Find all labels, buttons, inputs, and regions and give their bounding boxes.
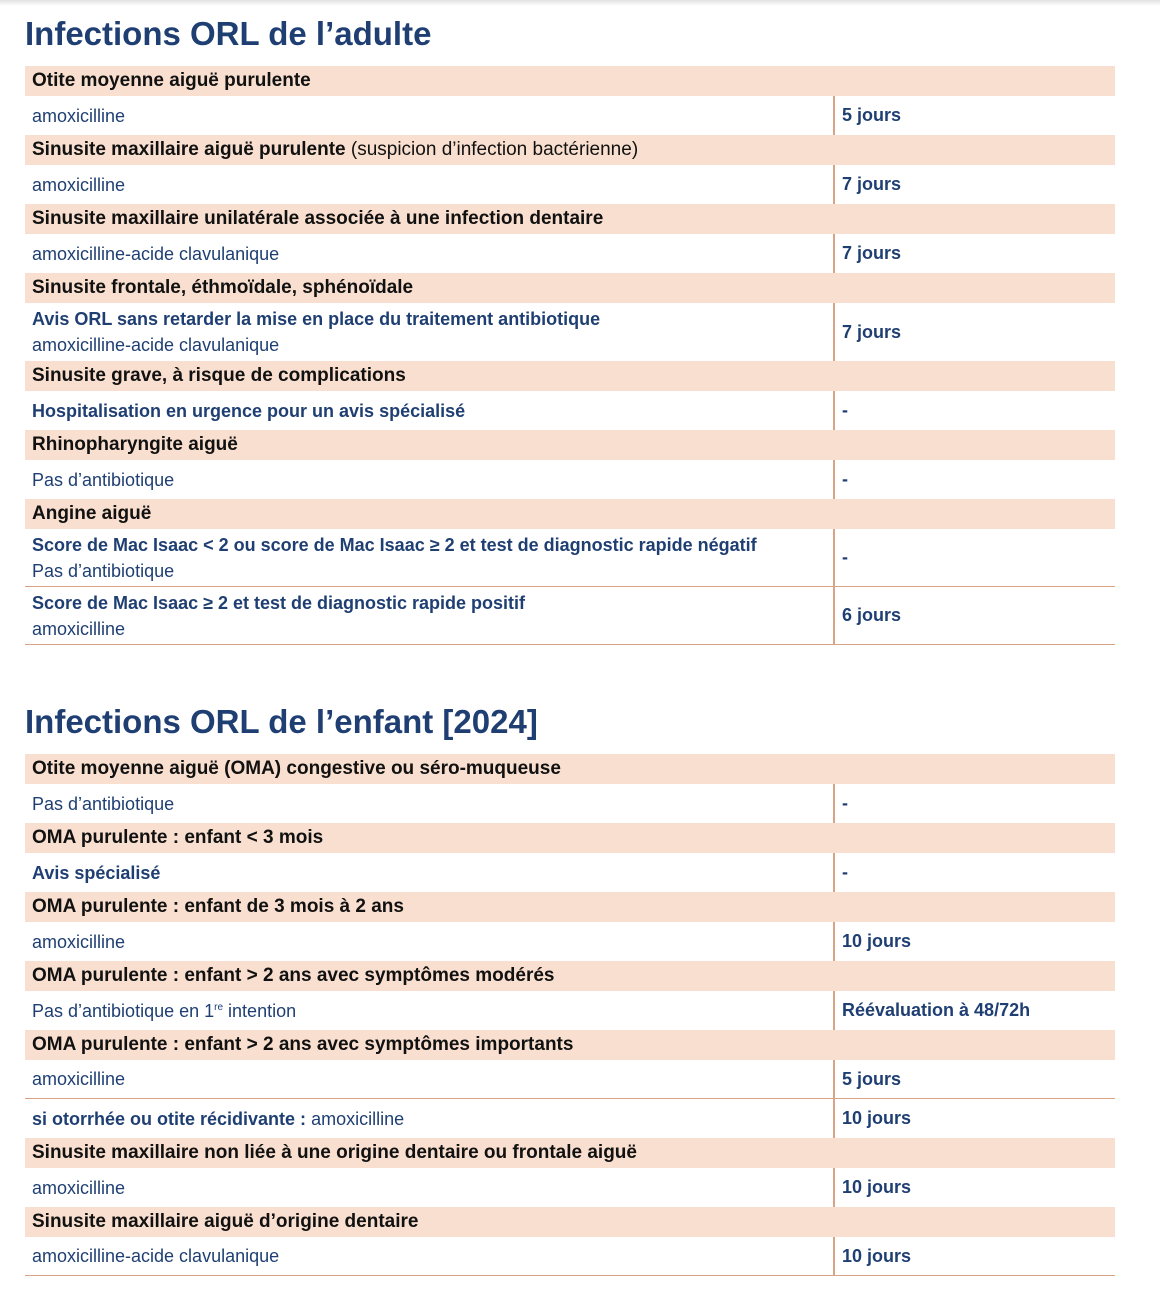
condition-row [25, 823, 1115, 853]
condition-label: OMA purulente : enfant < 3 mois [32, 827, 324, 848]
treatment-text: amoxicilline-acide clavulanique [32, 243, 280, 264]
ordinal-superscript: re [214, 1001, 224, 1013]
duration-cell: 6 jours [842, 605, 902, 625]
condition-row [25, 66, 1115, 96]
treatment-cell [25, 991, 835, 1030]
treatment-cell [25, 234, 835, 273]
table-adult [25, 66, 1115, 645]
condition-row [25, 1138, 1115, 1168]
duration-cell: 7 jours [842, 321, 902, 342]
condition-row [25, 1207, 1115, 1237]
condition-label: Sinusite grave, à risque de complications [32, 365, 406, 386]
treatment-text: amoxicilline [32, 1069, 126, 1089]
condition-row [25, 135, 1115, 165]
duration-cell: - [842, 862, 848, 882]
duration-cell: 7 jours [842, 174, 902, 194]
treatment-cell [25, 922, 835, 961]
condition-row [25, 892, 1115, 922]
treatment-cell [25, 460, 835, 499]
treatment-row [25, 529, 1115, 587]
treatment-row [25, 303, 1115, 361]
treatment-text-part: amoxicilline [306, 1108, 405, 1129]
treatment-note: Avis ORL sans retarder la mise en place du traitement antibiotique [32, 309, 601, 329]
condition-extra: (suspicion d’infection bactérienne) [345, 139, 639, 160]
treatment-cell [25, 529, 835, 586]
duration-cell: 10 jours [842, 1177, 912, 1197]
condition-label: Sinusite maxillaire unilatérale associée à une infection dentaire [32, 208, 604, 229]
condition-label: Otite moyenne aiguë purulente [32, 70, 311, 91]
treatment-text: amoxicilline-acide clavulanique [32, 1246, 280, 1266]
duration-cell: 5 jours [842, 105, 902, 125]
treatment-text [32, 1106, 833, 1132]
treatment-cell [25, 1168, 835, 1207]
duration-cell: 10 jours [842, 931, 912, 951]
treatment-row [25, 460, 1115, 499]
treatment-row [25, 587, 1115, 645]
condition-row [25, 273, 1115, 303]
treatment-row [25, 391, 1115, 430]
treatment-text [32, 998, 833, 1024]
duration-cell: - [842, 547, 848, 567]
condition-label: Sinusite maxillaire non liée à une origine dentaire ou frontale aiguë [32, 1142, 637, 1163]
duration-cell: 7 jours [842, 243, 902, 263]
treatment-note: Hospitalisation en urgence pour un avis spécialisé [32, 400, 466, 421]
treatment-cell [25, 784, 835, 823]
treatment-row [25, 1099, 1115, 1138]
condition-row [25, 204, 1115, 234]
treatment-row [25, 96, 1115, 135]
treatment-text: amoxicilline-acide clavulanique [32, 335, 280, 355]
condition-label: Rhinopharyngite aiguë [32, 434, 238, 455]
treatment-cell [25, 1237, 835, 1275]
condition-label: Otite moyenne aiguë (OMA) congestive ou séro-muqueuse [32, 758, 561, 779]
condition-row [25, 361, 1115, 391]
condition-label: Sinusite maxillaire aiguë d’origine dentaire [32, 1211, 419, 1232]
treatment-row [25, 1060, 1115, 1099]
treatment-cell [25, 96, 835, 135]
treatment-text: amoxicilline [32, 931, 126, 952]
treatment-note: Avis spécialisé [32, 862, 161, 883]
condition-row [25, 499, 1115, 529]
treatment-cell [25, 1060, 835, 1098]
section-title-child: Infections ORL de l’enfant [2024] [25, 703, 538, 740]
condition-label: OMA purulente : enfant > 2 ans avec symptômes modérés [32, 965, 555, 986]
treatment-row [25, 1237, 1115, 1276]
duration-cell: 5 jours [842, 1068, 902, 1089]
treatment-text: Pas d’antibiotique [32, 469, 175, 490]
duration-cell: 10 jours [842, 1245, 912, 1266]
condition-label: Angine aiguë [32, 503, 152, 524]
treatment-note: si otorrhée ou otite récidivante : [32, 1108, 307, 1129]
condition-row [25, 754, 1115, 784]
treatment-text: amoxicilline [32, 105, 126, 126]
duration-cell: - [842, 793, 848, 813]
condition-label: Sinusite frontale, éthmoïdale, sphénoïdale [32, 277, 414, 298]
treatment-text: amoxicilline [32, 1177, 126, 1198]
condition-row [25, 1030, 1115, 1060]
treatment-row [25, 234, 1115, 273]
treatment-row [25, 165, 1115, 204]
table-child [25, 754, 1115, 1276]
treatment-note: Score de Mac Isaac ≥ 2 et test de diagnostic rapide positif [32, 592, 526, 613]
treatment-cell [25, 1099, 835, 1138]
page-top-shadow [0, 0, 1160, 6]
treatment-text-part: Pas d’antibiotique en 1 [32, 1000, 215, 1021]
treatment-cell [25, 165, 835, 204]
condition-row [25, 961, 1115, 991]
duration-cell: Réévaluation à 48/72h [842, 1000, 1031, 1020]
treatment-text: Pas d’antibiotique [32, 560, 175, 581]
condition-label: Sinusite maxillaire aiguë purulente [32, 139, 346, 160]
treatment-text: amoxicilline [32, 618, 126, 639]
treatment-row [25, 991, 1115, 1030]
condition-label: OMA purulente : enfant > 2 ans avec symptômes importants [32, 1034, 574, 1055]
treatment-note: Score de Mac Isaac < 2 ou score de Mac Isaac ≥ 2 et test de diagnostic rapide négatif [32, 534, 757, 555]
treatment-text-part: intention [223, 1000, 297, 1021]
section-title-adult: Infections ORL de l’adulte [25, 15, 432, 52]
treatment-cell [25, 303, 835, 361]
condition-label: OMA purulente : enfant de 3 mois à 2 ans [32, 896, 404, 917]
treatment-row [25, 853, 1115, 892]
treatment-text: Pas d’antibiotique [32, 793, 175, 814]
treatment-cell [25, 391, 835, 430]
duration-cell: 10 jours [842, 1108, 912, 1128]
treatment-row [25, 1168, 1115, 1207]
treatment-cell [25, 587, 835, 644]
condition-row [25, 430, 1115, 460]
duration-cell: - [842, 469, 848, 489]
treatment-row [25, 784, 1115, 823]
duration-cell: - [842, 400, 848, 420]
treatment-text: amoxicilline [32, 174, 126, 195]
treatment-row [25, 922, 1115, 961]
treatment-cell [25, 853, 835, 892]
